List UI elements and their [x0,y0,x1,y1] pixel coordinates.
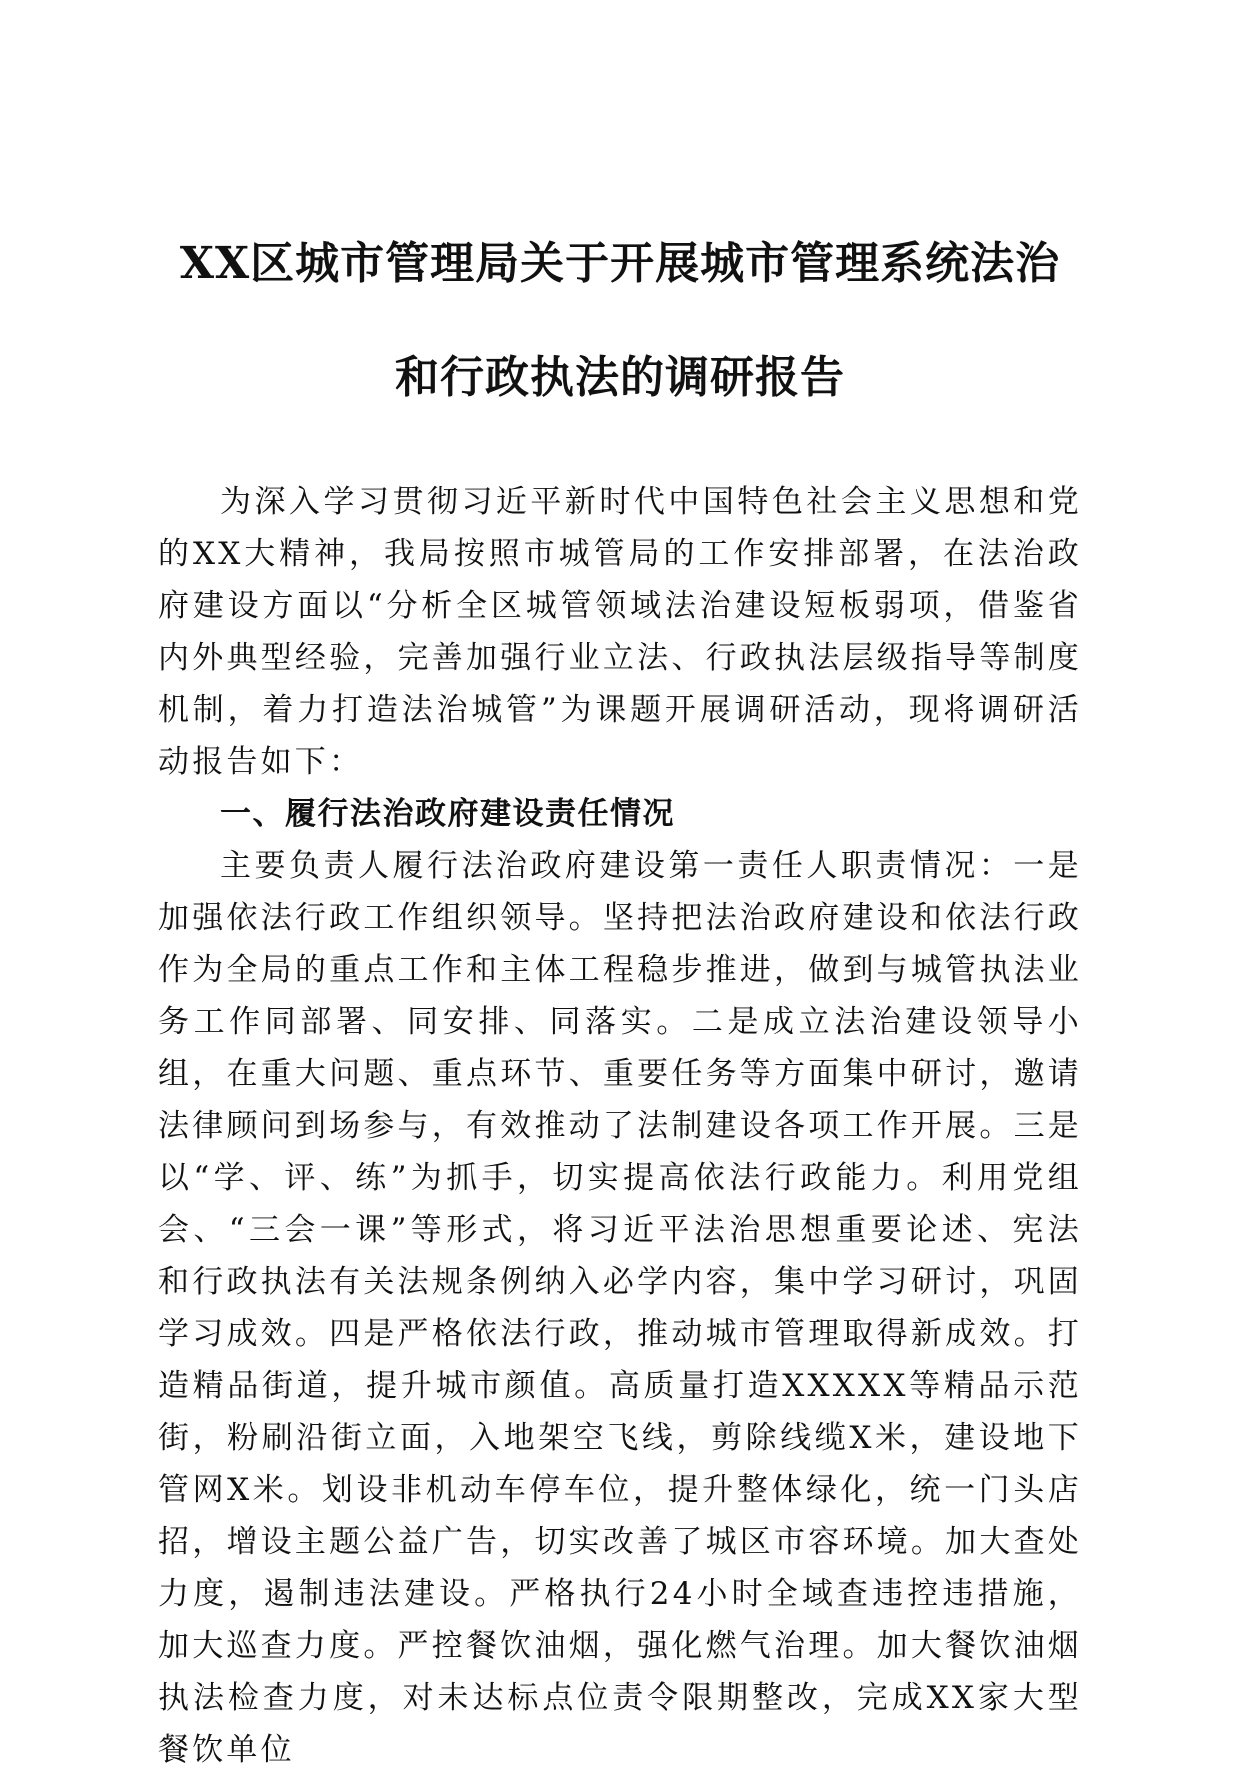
section-1-heading: 一、履行法治政府建设责任情况 [220,796,675,832]
document-title-line-2: 和行政执法的调研报告 [395,352,845,403]
document-title-line-1: XX区城市管理局关于开展城市管理系统法治 [179,238,1061,289]
intro-paragraph: 为深入学习贯彻习近平新时代中国特色社会主义思想和党的XX大精神，我局按照市城管局的工作安排部署，在法治政府建设方面以“分析全区城管领域法治建设短板弱项，借鉴省内外典型经验，完善加强行业立法、行政执法层级指导等制度机制，着力打造法治城管”为课题开展调研活动，现将调研活动报告如下： [158,484,1082,780]
document-body [158,476,1082,1776]
section-1-paragraph: 主要负责人履行法治政府建设第一责任人职责情况：一是加强依法行政工作组织领导。坚持把法治政府建设和依法行政作为全局的重点工作和主体工程稳步推进，做到与城管执法业务工作同部署、同安排、同落实。二是成立法治建设领导小组，在重大问题、重点环节、重要任务等方面集中研讨，邀请法律顾问到场参与，有效推动了法制建设各项工作开展。三是以“学、评、练”为抓手，切实提高依法行政能力。利用党组会、“三会一课”等形式，将习近平法治思想重要论述、宪法和行政执法有关法规条例纳入必学内容，集中学习研讨，巩固学习成效。四是严格依法行政，推动城市管理取得新成效。打造精品街道，提升城市颜值。高质量打造XXXXX等精品示范街，粉刷沿街立面，入地架空飞线，剪除线缆X米，建设地下管网X米。划设非机动车停车位，提升整体绿化，统一门头店招，增设主题公益广告，切实改善了城区市容环境。加大查处力度，遏制违法建设。严格执行24小时全域查违控违措施，加大巡查力度。严控餐饮油烟，强化燃气治理。加大餐饮油烟执法检查力度，对未达标点位责令限期整改，完成XX家大型餐饮单位 [158,848,1082,1768]
